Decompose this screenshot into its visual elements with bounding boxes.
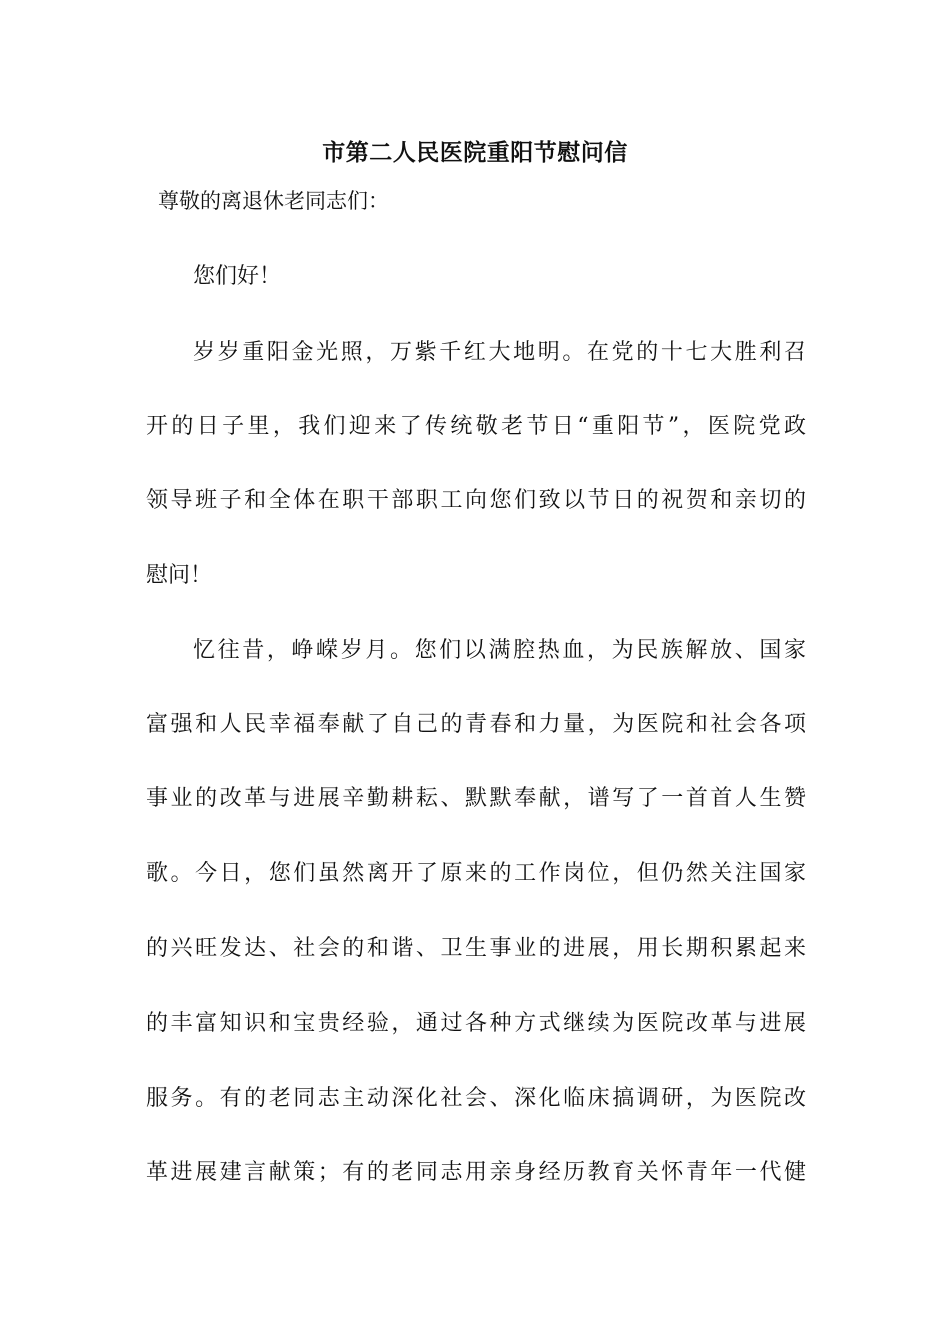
body-line: 事业的改革与进展辛勤耕耘、默默奉献，谱写了一首首人生赞 (146, 786, 806, 811)
body-line: 岁岁重阳金光照，万紫千红大地明。在党的十七大胜利召 (193, 340, 806, 365)
body-line: 歌。今日，您们虽然离开了原来的工作岗位，但仍然关注国家 (146, 861, 806, 886)
greeting-line: 您们好！ (193, 264, 282, 289)
body-line: 开的日子里，我们迎来了传统敬老节日“重阳节”，医院党政 (146, 414, 806, 439)
body-line: 忆往昔，峥嵘岁月。您们以满腔热血，为民族解放、国家 (193, 638, 806, 663)
salutation: 尊敬的离退休老同志们： (158, 189, 389, 213)
body-line: 领导班子和全体在职干部职工向您们致以节日的祝贺和亲切的 (146, 488, 806, 513)
body-line: 富强和人民幸福奉献了自己的青春和力量，为医院和社会各项 (146, 712, 806, 737)
body-line: 慰问！ (146, 563, 213, 588)
body-line: 的兴旺发达、社会的和谐、卫生事业的进展，用长期积累起来 (146, 936, 806, 961)
body-line: 的丰富知识和宝贵经验，通过各种方式继续为医院改革与进展 (146, 1011, 806, 1036)
body-line: 革进展建言献策；有的老同志用亲身经历教育关怀青年一代健 (146, 1160, 806, 1185)
letter-title: 市第二人民医院重阳节慰问信 (322, 139, 628, 166)
body-line: 服务。有的老同志主动深化社会、深化临床搞调研，为医院改 (146, 1086, 806, 1111)
